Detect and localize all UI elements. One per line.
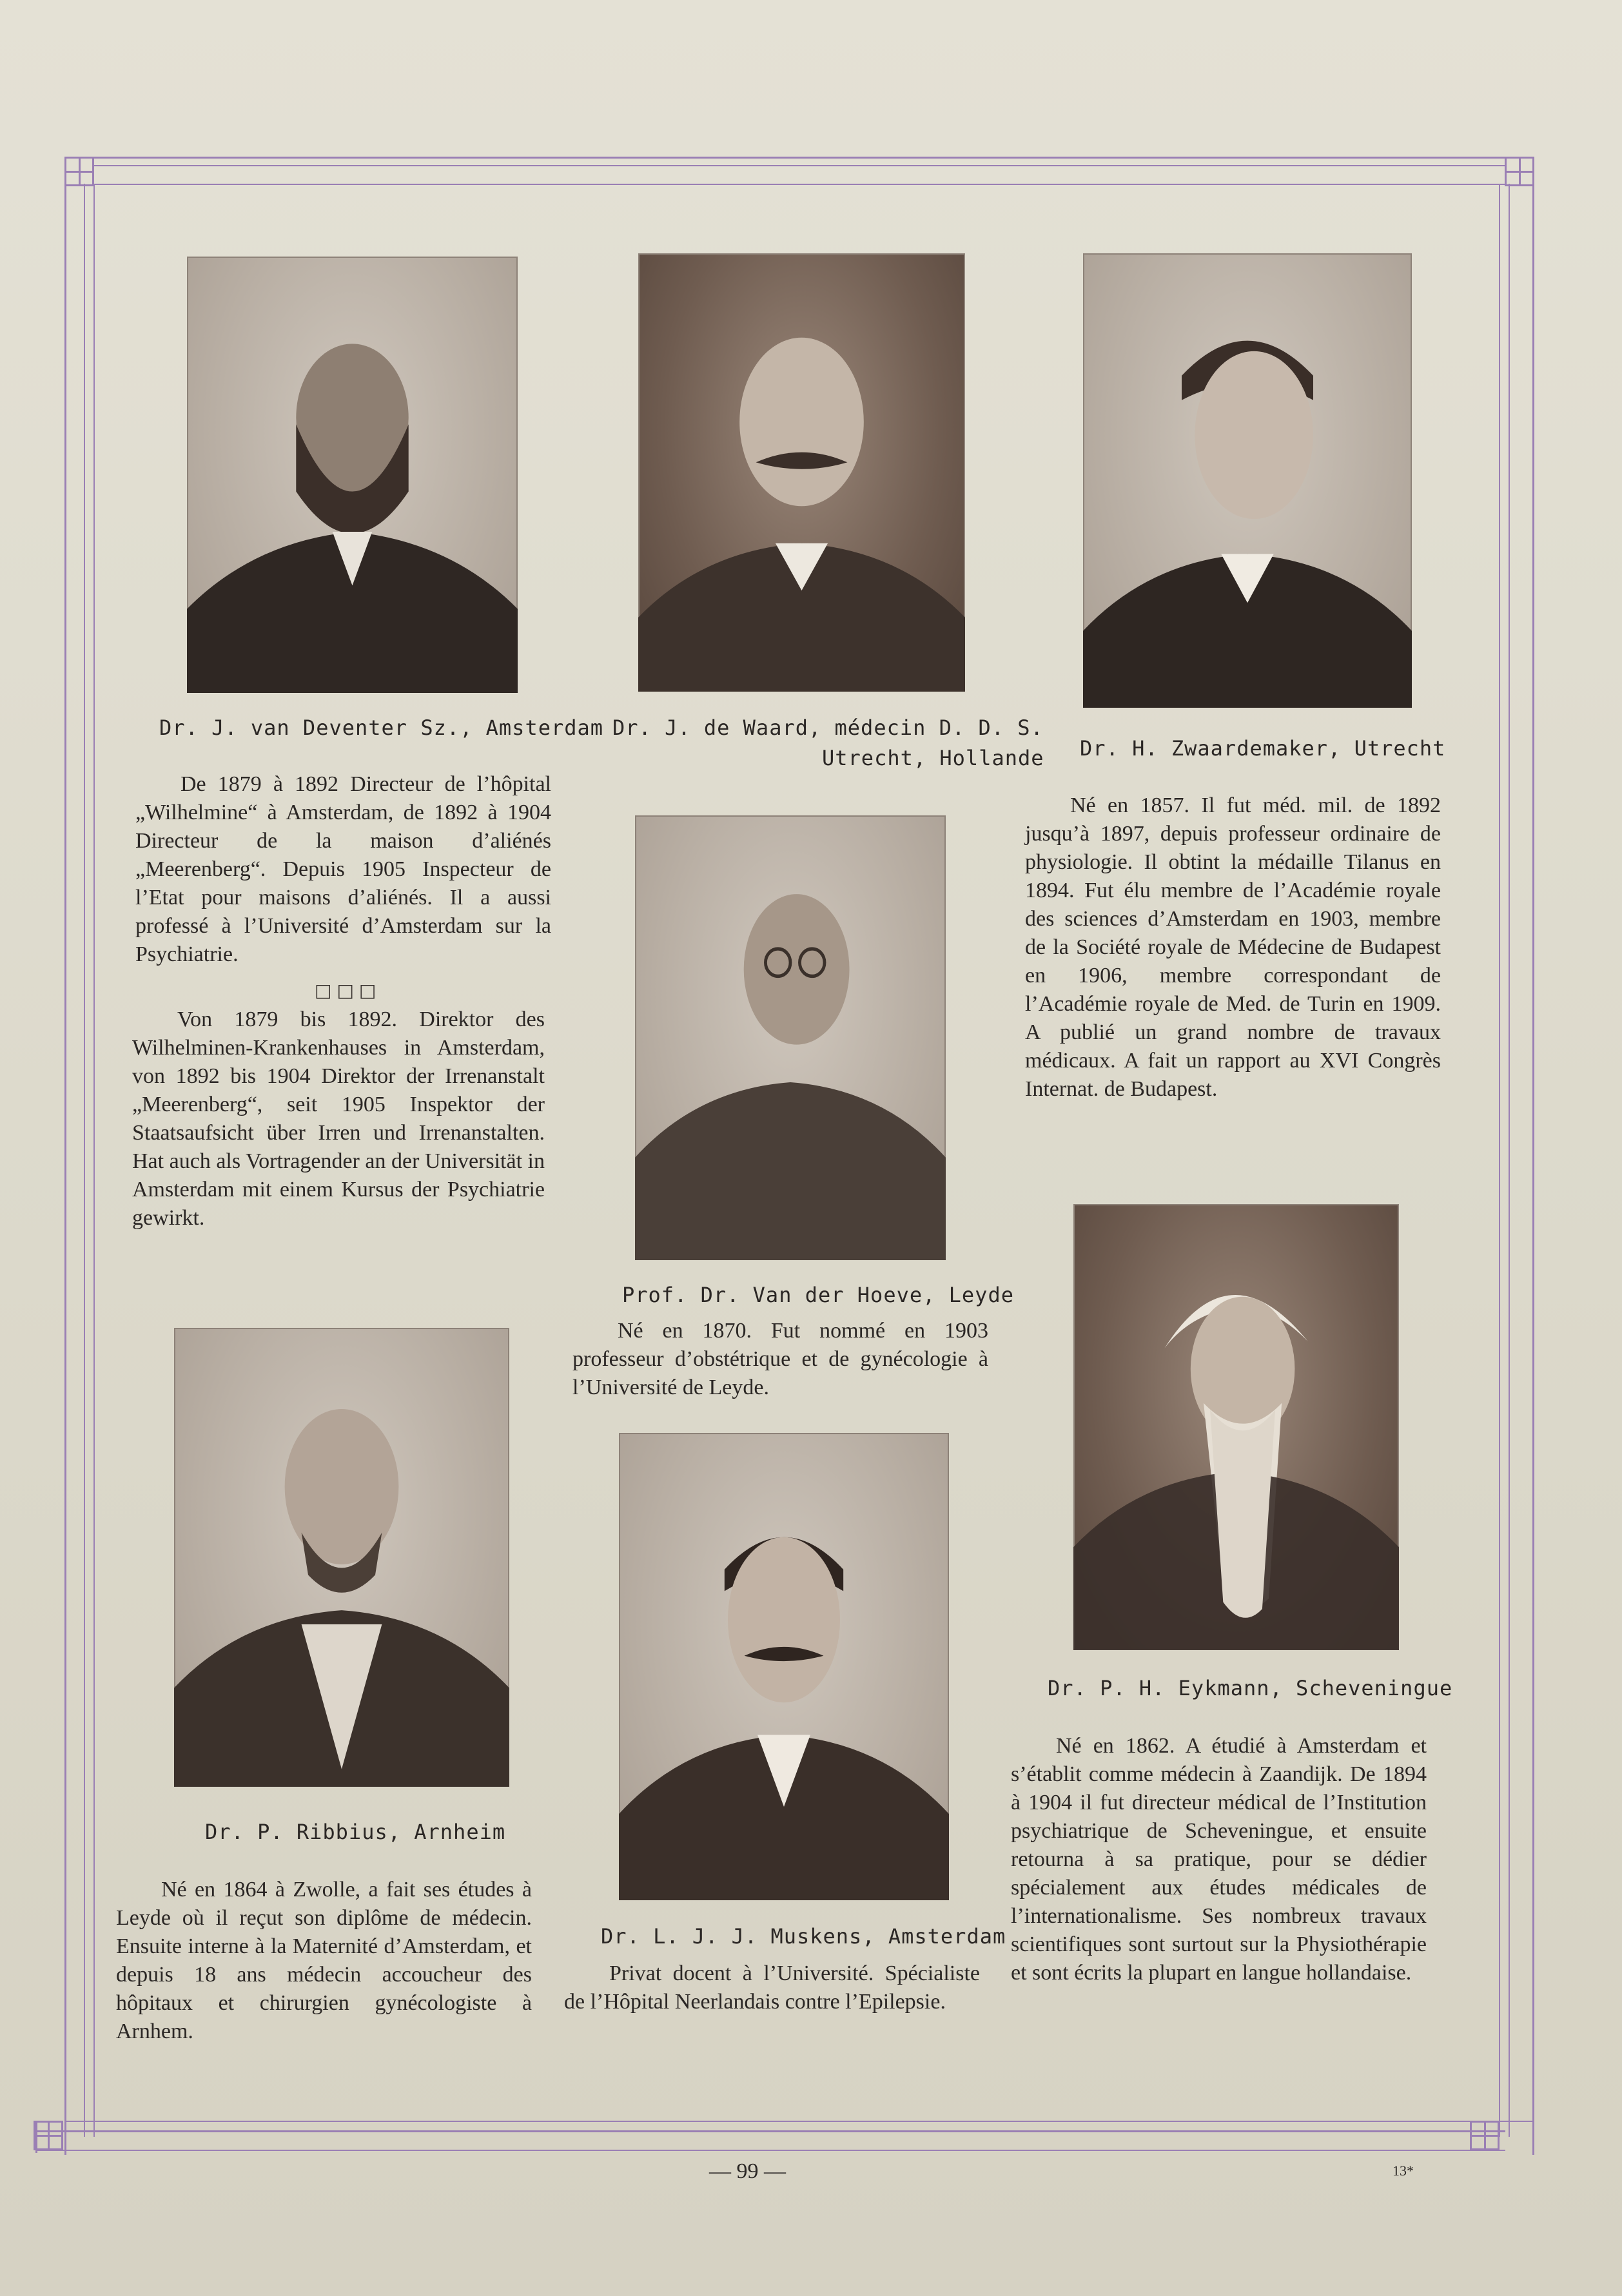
caption-de-waard-line2: Utrecht, Hollande [822,746,1044,770]
caption-van-der-hoeve: Prof. Dr. Van der Hoeve, Leyde [622,1283,1014,1307]
bio-van-der-hoeve: Né en 1870. Fut nommé en 1903 professeur d’obstétrique et de gynécologie à l’Université de Leyde. [572,1319,988,1399]
page-number: — 99 — [709,2159,786,2183]
portrait-photo-icon [174,1328,509,1787]
caption-eykmann: Dr. P. H. Eykmann, Scheveningue [1048,1676,1453,1700]
caption-de-waard-line1: Dr. J. de Waard, médecin D. D. S. [612,715,1044,740]
portrait-photo-eykmann [1073,1204,1399,1650]
caption-ribbius: Dr. P. Ribbius, Arnheim [205,1820,506,1844]
portrait-photo-ribbius [174,1328,509,1787]
portrait-photo-icon [1083,253,1412,708]
portrait-photo-van-der-hoeve [635,815,946,1260]
portrait-photo-icon [187,257,518,693]
portrait-photo-icon [619,1433,949,1900]
portrait-photo-muskens [619,1433,949,1900]
bio-eykmann: Né en 1862. A étudié à Amsterdam et s’établit comme médecin à Zaandijk. De 1894 à 1904 il fut directeur médical de l’Institution psychiatrique de Scheveningue, et ensuite retourna à sa pratique, pour se dédier spécialement aux études médicales de l’internationalisme. Ses nombreux travaux scientifiques sont surtout sur la Physiothérapie et sont écrits la plupart en langue hollandaise. [1011,1734,1427,1985]
portrait-photo-icon [635,815,946,1260]
sheet-mark: 13* [1392,2163,1414,2179]
caption-muskens: Dr. L. J. J. Muskens, Amsterdam [601,1924,1006,1949]
portrait-photo-zwaardemaker [1083,253,1412,708]
portrait-photo-icon [638,253,965,692]
bio-van-deventer-fr: De 1879 à 1892 Directeur de l’hôpital „Wilhelmine“ à Amsterdam, de 1892 à 1904 Directeur de la maison d’aliénés „Meerenberg“. Depuis 1905 Inspecteur de l’Etat pour maisons d’aliénés. Il a aussi professé à l’Université d’Amsterdam sur la Psychiatrie. [135,772,551,966]
caption-zwaardemaker: Dr. H. Zwaardemaker, Utrecht [1080,736,1446,761]
caption-van-deventer: Dr. J. van Deventer Sz., Amsterdam [159,715,604,740]
separator-ornament: □□□ [315,980,382,1001]
bio-muskens: Privat docent à l’Université. Spécialiste de l’Hôpital Neerlandais contre l’Epilepsie. [564,1961,980,2014]
portrait-photo-de-waard [638,253,965,692]
bio-ribbius: Né en 1864 à Zwolle, a fait ses études à Leyde où il reçut son diplôme de médecin. Ensuite interne à la Maternité d’Amsterdam, et depuis 18 ans médecin accoucheur des hôpitaux et chirurgien gynécologiste à Arnhem. [116,1878,532,2043]
bio-zwaardemaker: Né en 1857. Il fut méd. mil. de 1892 jusqu’à 1897, depuis professeur ordinaire de physiologie. Il obtint la médaille Tilanus en 1894. Fut élu membre de l’Académie royale des sciences d’Amsterdam en 1903, membre de la Société royale de Médecine de Budapest en 1906, membre correspondant de l’Académie royale de Med. de Turin en 1909. A publié un grand nombre de travaux médicaux. A fait un rapport au XVI Congrès Internat. de Budapest. [1025,793,1441,1101]
portrait-photo-van-deventer [187,257,518,693]
portrait-photo-icon [1073,1204,1399,1650]
bio-van-deventer-de: Von 1879 bis 1892. Direktor des Wilhelminen-Krankenhauses in Amsterdam, von 1892 bis 1904 Direktor der Irrenanstalt „Meerenberg“, seit 1905 Inspektor der Staatsaufsicht über Irren und Irrenanstalten. Hat auch als Vortragender an der Universität in Amsterdam mit einem Kursus der Psychiatrie gewirkt. [132,1007,545,1230]
